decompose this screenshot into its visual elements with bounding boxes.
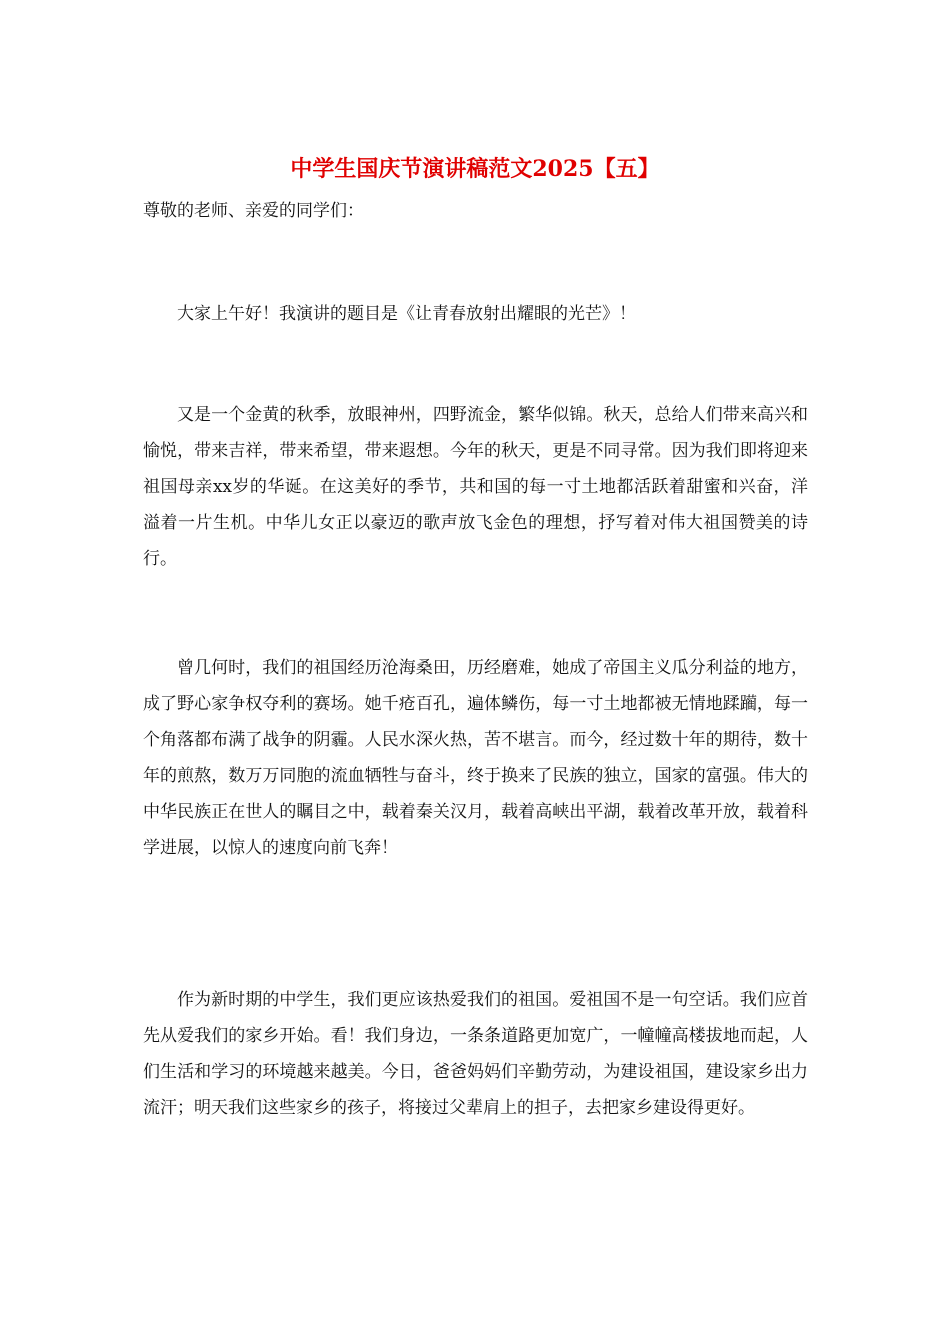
paragraph-4: 作为新时期的中学生，我们更应该热爱我们的祖国。爱祖国不是一句空话。我们应首先从爱我们的家乡开始。看！我们身边，一条条道路更加宽广，一幢幢高楼拔地而起，人们生活和学习的环境越来越美。今日，爸爸妈妈们辛勤劳动，为建设祖国，建设家乡出力流汗；明天我们这些家乡的孩子，将接过父辈肩上的担子，去把家乡建设得更好。 — [143, 990, 808, 1118]
paragraph-2: 又是一个金黄的秋季，放眼神州，四野流金，繁华似锦。秋天，总给人们带来高兴和愉悦，带来吉祥，带来希望，带来遐想。今年的秋天，更是不同寻常。因为我们即将迎来祖国母亲xx岁的华诞。在这美好的季节，共和国的每一寸土地都活跃着甜蜜和兴奋，洋溢着一片生机。中华儿女正以豪迈的歌声放飞金色的理想，抒写着对伟大祖国赞美的诗行。 — [143, 405, 808, 569]
document-title: 中学生国庆节演讲稿范文2025【五】 — [290, 156, 660, 182]
paragraph-1: 大家上午好！我演讲的题目是《让青春放射出耀眼的光芒》！ — [177, 304, 636, 324]
greeting-line: 尊敬的老师、亲爱的同学们： — [143, 201, 364, 221]
paragraph-3: 曾几何时，我们的祖国经历沧海桑田，历经磨难，她成了帝国主义瓜分利益的地方，成了野心家争权夺利的赛场。她千疮百孔，遍体鳞伤，每一寸土地都被无情地蹂躏，每一个角落都布满了战争的阴霾。人民水深火热，苦不堪言。而今，经过数十年的期待，数十年的煎熬，数万万同胞的流血牺牲与奋斗，终于换来了民族的独立，国家的富强。伟大的中华民族正在世人的瞩目之中，载着秦关汉月，载着高峡出平湖，载着改革开放，载着科学进展，以惊人的速度向前飞奔！ — [143, 658, 808, 858]
